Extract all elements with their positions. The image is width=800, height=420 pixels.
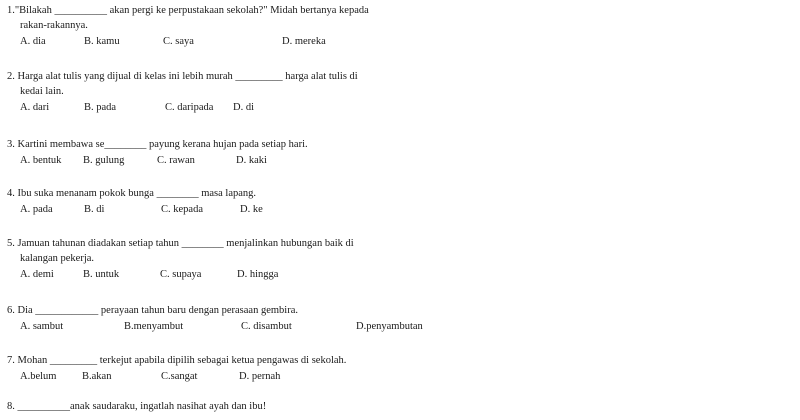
- question-stem-line-1: Mohan _________ terkejut apabila dipilih sebagai ketua pengawas di sekolah.: [17, 355, 347, 366]
- question-stem-line-2: kalangan pekerja.: [20, 253, 95, 264]
- question-number: 8.: [7, 401, 15, 412]
- question-stem-line-1: Jamuan tahunan diadakan setiap tahun ________ menjalinkan hubungan baik di: [17, 238, 354, 249]
- question-text: [7, 3, 447, 18]
- question-number: 7.: [7, 355, 15, 366]
- option-b[interactable]: B. gulung: [83, 155, 125, 166]
- question-stem-line-1: Kartini membawa se________ payung kerana hujan pada setiap hari.: [17, 139, 308, 150]
- question-stem-line-1: "Bilakah __________ akan pergi ke perpustakaan sekolah?" Midah bertanya kepada: [14, 5, 369, 16]
- answer-options: [7, 369, 447, 385]
- option-c[interactable]: C. daripada: [165, 102, 214, 113]
- question-stem-line-2: kedai lain.: [20, 86, 64, 97]
- option-a[interactable]: A. demi: [20, 269, 54, 280]
- question-number: 2.: [7, 71, 15, 82]
- question-8: [7, 399, 447, 414]
- answer-options: [7, 202, 447, 218]
- answer-options: [7, 153, 447, 169]
- question-1: [7, 3, 447, 50]
- question-number: 4.: [7, 188, 15, 199]
- question-text: [7, 303, 447, 318]
- option-c[interactable]: C. supaya: [160, 269, 202, 280]
- option-d[interactable]: D. mereka: [282, 36, 326, 47]
- question-text: [7, 236, 447, 251]
- option-a[interactable]: A. sambut: [20, 321, 64, 332]
- question-stem-line-1: __________anak saudaraku, ingatlah nasihat ayah dan ibu!: [17, 401, 267, 412]
- question-text: [7, 186, 447, 201]
- option-d[interactable]: D.penyambutan: [356, 321, 423, 332]
- option-c[interactable]: C. kepada: [161, 204, 203, 215]
- option-d[interactable]: D. pernah: [239, 371, 281, 382]
- question-7: [7, 353, 447, 385]
- answer-options: [7, 267, 447, 283]
- option-a[interactable]: A. bentuk: [20, 155, 62, 166]
- question-4: [7, 186, 447, 218]
- question-number: 1.: [7, 5, 15, 16]
- question-stem-line-1: Dia ____________ perayaan tahun baru dengan perasaan gembira.: [17, 305, 298, 316]
- question-3: [7, 137, 447, 169]
- question-2: [7, 69, 447, 116]
- question-text: [7, 69, 447, 84]
- question-number: 3.: [7, 139, 15, 150]
- question-stem-line-1: Harga alat tulis yang dijual di kelas ini lebih murah _________ harga alat tulis di: [17, 71, 358, 82]
- option-c[interactable]: C. saya: [163, 36, 194, 47]
- question-stem-line-1: Ibu suka menanam pokok bunga ________ masa lapang.: [17, 188, 257, 199]
- question-number: 5.: [7, 238, 15, 249]
- option-c[interactable]: C. rawan: [157, 155, 195, 166]
- option-d[interactable]: D. kaki: [236, 155, 267, 166]
- question-text: [7, 353, 447, 368]
- option-a[interactable]: A. dia: [20, 36, 46, 47]
- option-d[interactable]: D. di: [233, 102, 254, 113]
- option-a[interactable]: A. pada: [20, 204, 53, 215]
- answer-options: [7, 34, 447, 50]
- option-b[interactable]: B.menyambut: [124, 321, 184, 332]
- option-b[interactable]: B. kamu: [84, 36, 120, 47]
- question-stem-line-2: rakan-rakannya.: [20, 20, 88, 31]
- option-d[interactable]: D. hingga: [237, 269, 279, 280]
- question-5: [7, 236, 447, 283]
- question-number: 6.: [7, 305, 15, 316]
- option-c[interactable]: C. disambut: [241, 321, 292, 332]
- question-text: [7, 137, 447, 152]
- option-a[interactable]: A. dari: [20, 102, 50, 113]
- option-d[interactable]: D. ke: [240, 204, 263, 215]
- question-6: [7, 303, 447, 335]
- option-c[interactable]: C.sangat: [161, 371, 198, 382]
- option-b[interactable]: B.akan: [82, 371, 112, 382]
- option-a[interactable]: A.belum: [20, 371, 57, 382]
- option-b[interactable]: B. untuk: [83, 269, 120, 280]
- option-b[interactable]: B. pada: [84, 102, 117, 113]
- option-b[interactable]: B. di: [84, 204, 105, 215]
- answer-options: [7, 319, 447, 335]
- question-text: [7, 399, 447, 414]
- answer-options: [7, 100, 447, 116]
